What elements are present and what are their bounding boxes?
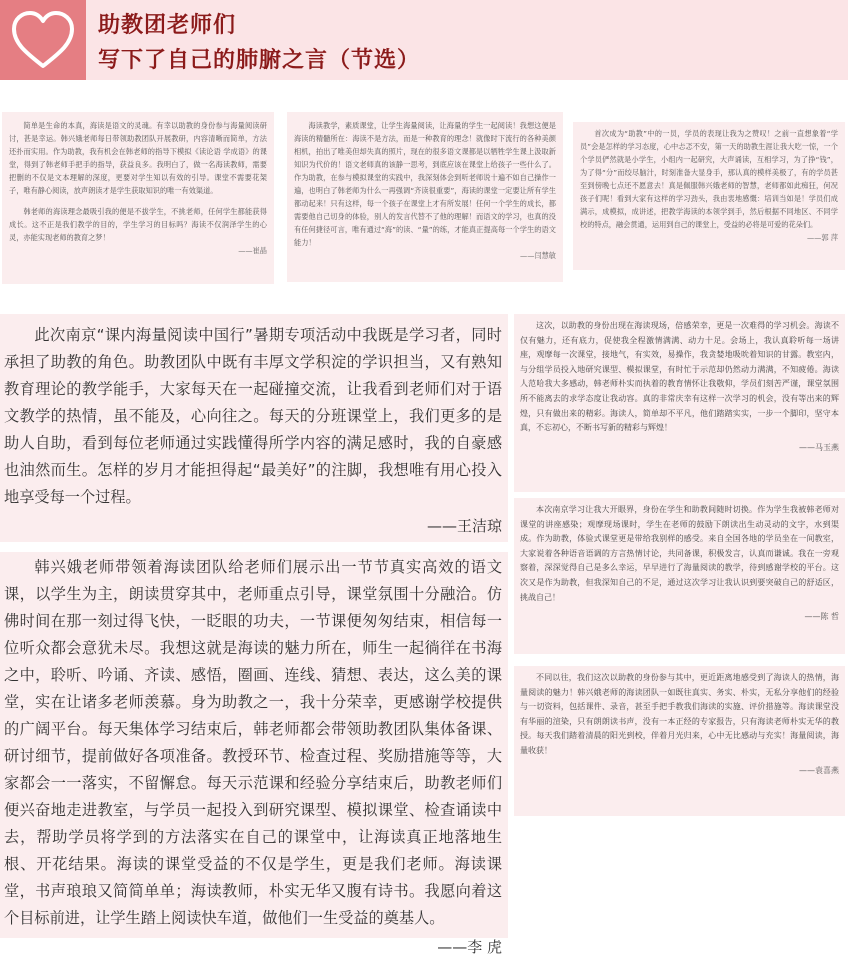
heart-icon bbox=[8, 8, 78, 72]
testimonial-signature: ——陈 哲 bbox=[804, 612, 839, 622]
header-banner bbox=[0, 0, 848, 80]
heart-badge bbox=[0, 0, 86, 80]
testimonial-text: 此次南京“课内海量阅读中国行”暑期专项活动中我既是学习者，同时承担了助教的角色。助教团队中既有丰厚文学积淀的学识担当，又有熟知教育理论的教学能手，大家每天在一起碰撞交流，让我看到老师们对于语文教学的热情，虽不能及，心向往之。每天的分班课堂上，我们更多的是助人自助，看到每位老师通过实践懂得所学内容的满足感时，我的自豪感也油然而生。怎样的岁月才能担得起“最美好”的注脚，我想唯有用心投入地享受每一个过程。 bbox=[4, 326, 502, 506]
testimonial-card-yan-huimin bbox=[287, 112, 563, 282]
testimonial-card-cui-jing bbox=[2, 112, 274, 284]
testimonial-text: 首次成为“助教”中的一员，学员的表现让我为之赞叹！之前一直想象着“学员”会是怎样的学习态度，心中忐忑不安，第一天的助教生涯让我大吃一惊，一个个学员俨然就是小学生，小组内一起研究，大声诵读，互相学习，为了挣“钱”，为了得“分”而绞尽脑汁，时刻准备大显身手，那认真的模样美极了，有的学员甚至到傍晚七点还不愿意去！真是佩服韩兴娥老师的智慧，老师都如此痴狂，何况孩子们呢！看到大家有这样的学习劲头，我由衷地感慨：培训当如是！学员们成满示，成模拟，成讲述，把教学海读的本领学到手，然后根据不同地区、不同学校的特点，融会贯通，运用到自己的课堂上，受益的必将是可爱的花朵们。 bbox=[580, 129, 838, 229]
testimonial-card-guo-ping bbox=[573, 122, 845, 270]
testimonial-signature: ——崔晶 bbox=[238, 246, 267, 255]
testimonial-signature: ——马玉燕 bbox=[799, 442, 839, 452]
testimonial-card-li-hu bbox=[0, 552, 508, 956]
testimonial-signature: ——李 虎 bbox=[437, 938, 502, 956]
testimonial-card-chen-zhe bbox=[514, 498, 845, 654]
testimonial-card-ma-yuyan bbox=[514, 314, 845, 492]
testimonial-card-yuan-xiyan bbox=[514, 666, 845, 816]
testimonial-text: 简单是生命的本真，海读是语文的灵魂。有幸以助教的身份参与海量阅读研讨，甚是幸运。韩兴娥老师每日带领助教团队开展教研，内容清晰而简单，方法还扑而实用。作为助教，我有机会在韩老师的指导下模拟《读论语 学成语》的课堂，得到了韩老师手把手的指导，获益良多。我明白了，做一名海读教师，需要把删的不仅是文本理解的深度，更要对学生知以有效的引导。课堂不需要花架子，唯有静心阅读，放声朗读才是学生获取知识的唯一有效渠道。 bbox=[9, 121, 267, 195]
testimonial-card-wang-jieqiong bbox=[0, 314, 508, 542]
testimonial-text: 海读教学，素质课堂，让学生海量阅读，让海量的学生一起阅读！我想这便是海读的精髓所在：海读不是方法，而是一种教育的理念！就像时下流行的各种美颜相机，拍出了唯美但却失真的照片，现在的很多语文课都是以牺牲学生课上汲取新知识为代价的！语文老师真的该静一思考，到底应该在课堂上给孩子一些什么了。作为助教，在参与模拟课堂的实践中，我深刻体会到听老师说十遍不如自己操作一遍，也明白了韩老师为什么一再强调“齐读很重要”，海读的课堂一定要让所有学生都动起来！只有这样，每一个孩子在课堂上才有所发展！任何一个学生的成长，都需要他自己切身的体验，别人的发言代替不了他的理解！而语文的学习，也真的没有任何捷径可言，唯有通过“海”的读、“量”的练，才能真正提高每一个学生的语文能力！ bbox=[294, 121, 556, 247]
testimonial-signature: ——闫慧敏 bbox=[520, 251, 556, 260]
testimonial-text-2: 韩老师的海读理念最吸引我的便是不拔学生，不挑老师，任何学生都能获得成长。这不正是我们教学的目的，学生学习的目标吗？海读不仅润泽学生的心灵，亦能实现老师的教育之梦！ bbox=[9, 207, 267, 242]
testimonial-text: 韩兴娥老师带领着海读团队给老师们展示出一节节真实高效的语文课，以学生为主，朗读贯穿其中，老师重点引导，课堂氛围十分融洽。仿佛时间在那一刻过得飞快，一眨眼的功夫，一节课便匆匆结束，相信每一位听众都会意犹未尽。我想这就是海读的魅力所在，师生一起徜徉在书海之中，聆听、吟诵、齐读、感悟，圈画、连线、猜想、表达，这么美的课堂，实在让诸多老师羡慕。身为助教之一，我十分荣幸，更感谢学校提供的广阔平台。每天集体学习结束后，韩老师都会带领助教团队集体备课、研讨细节，提前做好各项准备。教授环节、检查过程、奖励措施等等，大家都会一一落实，不留懈怠。每天示范课和经验分享结束后，助教老师们便兴奋地走进教室，与学员一起投入到研究课型、模拟课堂、检查诵读中去，帮助学员将学到的方法落实在自己的课堂中，让海读真正地落地生根、开花结果。海读的课堂受益的不仅是学生，更是我们老师。海读课堂，书声琅琅又简简单单；海读教师，朴实无华又腹有诗书。我愿向着这个目标前进，让学生踏上阅读快车道，做他们一生受益的奠基人。 bbox=[4, 558, 502, 927]
testimonial-text: 本次南京学习让我大开眼界，身份在学生和助教间随时切换。作为学生我被韩老师对课堂的讲座感染；观摩现场课时，学生在老师的鼓励下朗读出生动灵动的文字，水到渠成。作为助教，体验式课堂更是带给我别样的感受。来自全国各地的学员坐在一间教室，大家说着各种语音语调的方言热情讨论，共同备课，积极发言，认真而谦诚。我在一旁观察着，深深觉得自己是多么幸运，早早进行了海量阅读的教学，待到感谢学校的平台。这次又是作为助教，但我深知自己的不足，通过这次学习让我认识到要突破自己的舒适区，挑战自己！ bbox=[520, 505, 839, 602]
testimonial-text: 这次，以助教的身份出现在海读现场，倍感荣幸，更是一次难得的学习机会。海读不仅有魅力，还有底力，促使我全程激情满满、动力十足。会场上，我认真聆听每一场讲座，观摩每一次课堂，接地气，有实效，易操作，我贪婪地吸吮着知识的甘露。教室内，与分组学员投入地研究课型、模拟课堂，有时忙于示范却仍然动力满满，不知疲倦。海读人范哈我大多感动，韩老师朴实而执着的教育情怀让我敬仰，学员们刻苦严谨，课堂氛围所不能离去的求学态度让我动容。真的非常庆幸有这样一次学习的机会，没有等出来的辉煌，只有做出来的精彩。海读人，简单却不平凡，他们踏踏实实，一步一个脚印，坚守本真，不忘初心，不断书写新的精彩与辉煌！ bbox=[520, 321, 839, 433]
testimonial-signature: ——王洁琼 bbox=[426, 517, 502, 535]
testimonial-signature: ——郭 萍 bbox=[806, 233, 838, 242]
page-title: 助教团老师们 bbox=[98, 13, 237, 38]
testimonial-text: 不同以往，我们这次以助教的身份参与其中，更近距离地感受到了海读人的热情，海量阅读的魅力！韩兴娥老师的海读团队一如既往真实、务实、朴实，无私分享他们的经验与一切资料，包括课件、录音，甚至手把手教我们海读的实施、评价措施等。海读课堂没有华丽的渲染，只有朗朗读书声，没有一本正经的专家报告，只有海读老师朴实无华的教授。每天我们踏着清晨的阳光到校，伴着月光归来，心中无比感动与充实！海量阅读，海量收获！ bbox=[520, 673, 839, 755]
page-subtitle: 写下了自己的肺腑之言（节选） bbox=[98, 48, 421, 73]
testimonial-signature: ——袁喜燕 bbox=[799, 765, 839, 775]
